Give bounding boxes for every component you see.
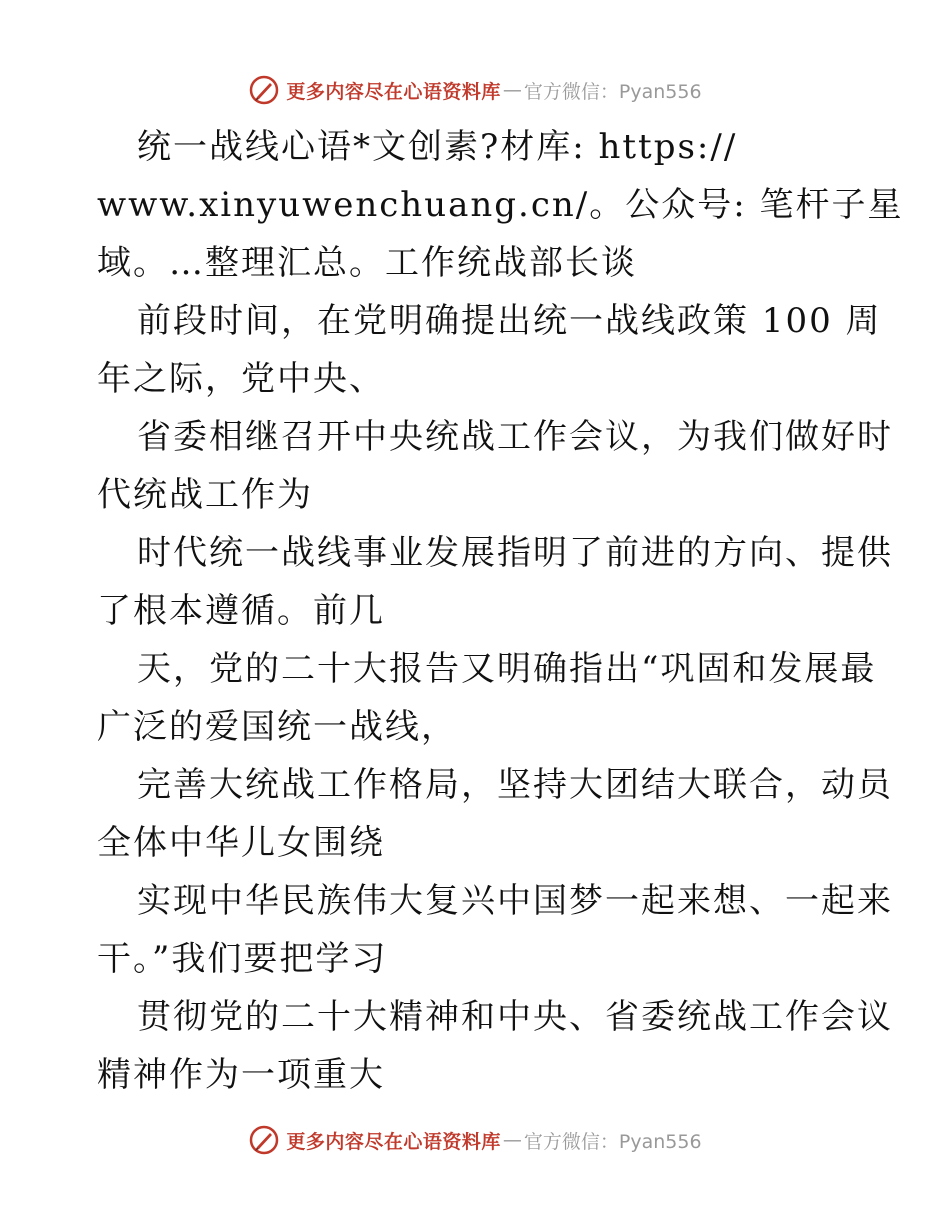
text-line: 代统战工作为 xyxy=(97,475,313,515)
text-line: 贯彻党的二十大精神和中央、省委统战工作会议 xyxy=(137,997,893,1037)
text-line: 干。”我们要把学习 xyxy=(97,939,388,979)
footer-banner xyxy=(0,1120,950,1160)
text-line: 时代统一战线事业发展指明了前进的方向、提供 xyxy=(137,533,893,573)
header-banner xyxy=(0,70,950,110)
text-line: 全体中华儿女围绕 xyxy=(97,823,385,863)
quill-pen-logo-icon xyxy=(248,74,280,106)
banner-separator: — xyxy=(502,1129,522,1151)
text-line: 完善大统战工作格局，坚持大团结大联合，动员 xyxy=(137,765,893,805)
banner-account: 官方微信：Pyan556 xyxy=(523,1130,702,1153)
quill-pen-logo-icon xyxy=(248,1124,280,1156)
text-line: 省委相继召开中央统战工作会议，为我们做好时 xyxy=(137,417,893,457)
text-line: 统一战线心语*文创素?材库: https:// xyxy=(137,127,738,167)
text-line: 天，党的二十大报告又明确指出“巩固和发展最 xyxy=(137,649,877,689)
banner-text: 更多内容尽在心语资料库 xyxy=(286,1130,501,1153)
text-line: 域。…整理汇总。工作统战部长谈 xyxy=(97,243,637,283)
text-line: www.xinyuwenchuang.cn/。公众号: 笔杆子星 xyxy=(97,185,904,225)
text-line: 年之际，党中央、 xyxy=(97,359,385,399)
banner-separator: — xyxy=(502,79,522,101)
text-line: 精神作为一项重大 xyxy=(97,1055,385,1095)
banner-text: 更多内容尽在心语资料库 xyxy=(286,80,501,103)
text-line: 了根本遵循。前几 xyxy=(97,591,385,631)
banner-account: 官方微信：Pyan556 xyxy=(523,80,702,103)
text-line: 前段时间，在党明确提出统一战线政策 100 周 xyxy=(137,301,882,341)
document-body xyxy=(97,118,904,1104)
text-line: 广泛的爱国统一战线， xyxy=(97,707,457,747)
text-line: 实现中华民族伟大复兴中国梦一起来想、一起来 xyxy=(137,881,893,921)
